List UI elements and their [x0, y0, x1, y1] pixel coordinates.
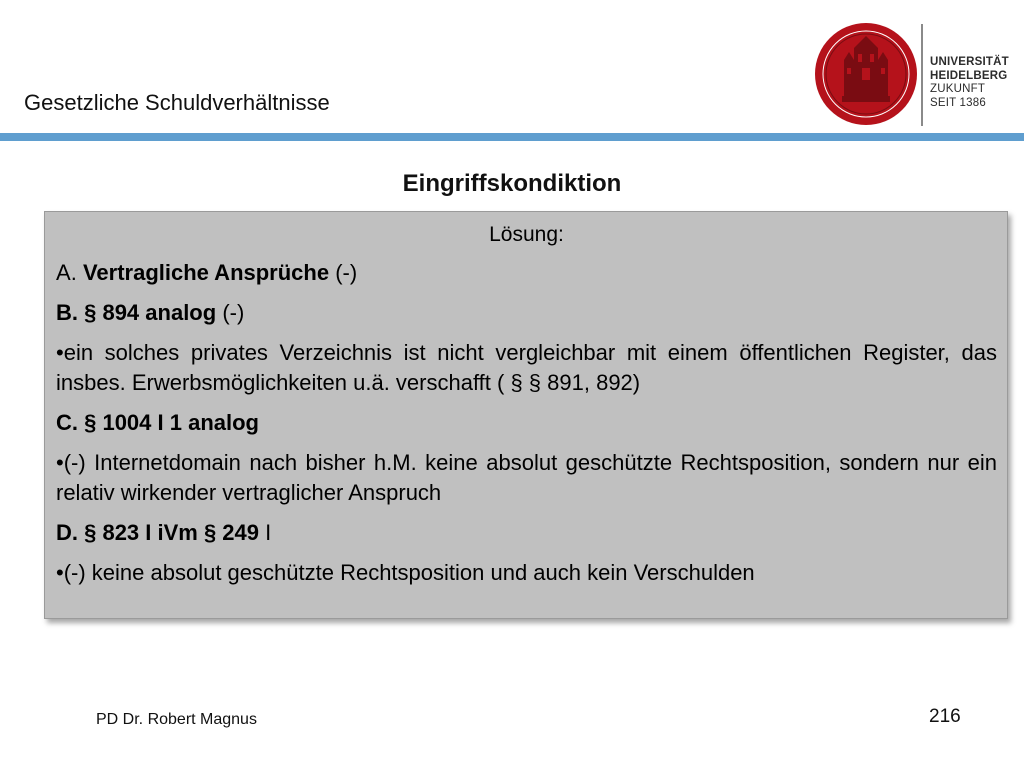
logo-divider: [921, 24, 923, 126]
section-a-result: (-): [335, 260, 358, 285]
section-b: [56, 298, 997, 328]
section-d: [56, 518, 997, 548]
section-a-letter: A: [56, 260, 71, 285]
logo-line-4: SEIT 1386: [930, 96, 986, 109]
content-box: [44, 211, 1008, 619]
logo-line-2: HEIDELBERG: [930, 69, 1008, 82]
page-number: 216: [929, 706, 961, 727]
section-d-heading: D. § 823 I iVm § 249: [56, 520, 260, 545]
section-b-bullet: •ein solches privates Verzeichnis ist nicht vergleichbar mit einem öffentlichen Register, das insbes. Erwerbsmöglichkeiten u.ä. verschafft ( § § 891, 892): [56, 340, 997, 395]
footer-author: PD Dr. Robert Magnus: [96, 711, 257, 728]
section-c-bullet: •(-) Internetdomain nach bisher h.M. keine absolut geschützte Rechtsposition, sondern nur ein relativ wirkender vertraglicher Anspruch: [56, 450, 997, 505]
logo-line-3: ZUKUNFT: [930, 83, 986, 95]
slide-title: Eingriffskondiktion: [402, 170, 622, 197]
section-a-separator: .: [70, 260, 77, 285]
section-d-bullet: •(-) keine absolut geschützte Rechtsposition und auch kein Verschulden: [56, 560, 755, 585]
section-c: [56, 408, 997, 438]
solution-label: Lösung:: [489, 223, 564, 246]
university-wordmark: [930, 56, 1009, 110]
header-title: Gesetzliche Schuldverhältnisse: [24, 90, 330, 115]
university-seal-icon: [814, 22, 918, 126]
section-c-heading: C. § 1004 I 1 analog: [56, 410, 259, 435]
logo-line-1: UNIVERSITÄT: [930, 56, 1009, 68]
section-a: [56, 258, 997, 288]
section-a-heading: Vertragliche Ansprüche: [82, 260, 330, 285]
section-b-result: (-): [222, 300, 245, 325]
section-d-suffix: I: [265, 520, 272, 545]
section-b-heading: B. § 894 analog: [56, 300, 217, 325]
header-rule: [0, 133, 1024, 141]
